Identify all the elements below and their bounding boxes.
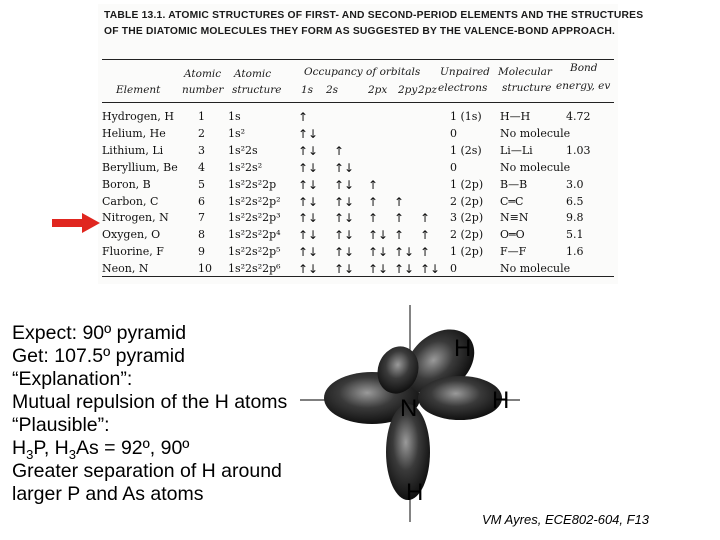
cell-orbital-2py: ↑↓ bbox=[394, 262, 415, 277]
cell-unpaired: 1 (2p) bbox=[450, 177, 484, 191]
cell-orbital-1s: ↑↓ bbox=[298, 245, 319, 260]
cell-bond-energy: 4.72 bbox=[566, 110, 591, 123]
cell-orbital-2px: ↑↓ bbox=[368, 262, 389, 277]
cell-atomic-structure: 1s²2s²2p bbox=[228, 177, 277, 191]
cell-atomic-number: 3 bbox=[198, 143, 205, 157]
cell-atomic-number: 6 bbox=[198, 194, 205, 208]
note-explanation-text: Mutual repulsion of the H atoms bbox=[12, 391, 288, 413]
cell-atomic-structure: 1s²2s²2p⁵ bbox=[228, 245, 281, 259]
table-header-rule bbox=[102, 102, 614, 103]
cell-element: Neon, N bbox=[102, 262, 149, 276]
cell-molecular-structure: B—B bbox=[500, 177, 528, 191]
note-explanation-label: “Explanation”: bbox=[12, 368, 133, 390]
cell-atomic-number: 10 bbox=[198, 262, 212, 276]
cell-orbital-2py: ↑ bbox=[394, 211, 405, 226]
header-element: Element bbox=[116, 84, 161, 96]
orbital-lobe-right bbox=[418, 376, 502, 420]
cell-orbital-2px: ↑↓ bbox=[368, 245, 389, 260]
cell-atomic-structure: 1s²2s²2p⁶ bbox=[228, 262, 281, 276]
cell-molecular-structure: Li—Li bbox=[500, 143, 533, 157]
cell-orbital-2px: ↑ bbox=[368, 211, 379, 226]
table-bottom-rule bbox=[102, 276, 614, 277]
cell-molecular-structure: N≡N bbox=[500, 211, 529, 225]
cell-atomic-number: 1 bbox=[198, 110, 205, 123]
cell-bond-energy: 5.1 bbox=[566, 228, 584, 242]
header-molecular-1: Molecular bbox=[498, 66, 552, 78]
cell-element: Beryllium, Be bbox=[102, 160, 178, 174]
note-expect: Expect: 90º pyramid bbox=[12, 322, 187, 344]
header-orbital-2s: 2s bbox=[326, 84, 339, 96]
cell-element: Carbon, C bbox=[102, 194, 159, 208]
cell-bond-energy: 3.0 bbox=[566, 177, 584, 191]
cell-orbital-2s: ↑↓ bbox=[334, 245, 355, 260]
cell-unpaired: 1 (2s) bbox=[450, 143, 482, 157]
cell-element: Boron, B bbox=[102, 177, 151, 191]
slide-credit: VM Ayres, ECE802-604, F13 bbox=[482, 512, 650, 527]
cell-atomic-number: 5 bbox=[198, 177, 205, 191]
table-top-rule bbox=[102, 59, 614, 60]
cell-atomic-structure: 1s bbox=[228, 110, 241, 123]
note-separation-2: larger P and As atoms bbox=[12, 483, 204, 505]
cell-orbital-2s: ↑↓ bbox=[334, 228, 355, 243]
cell-unpaired: 1 (1s) bbox=[450, 110, 482, 123]
cell-unpaired: 0 bbox=[450, 160, 457, 174]
cell-molecular-structure: No molecule bbox=[500, 262, 571, 276]
cell-orbital-1s: ↑↓ bbox=[298, 143, 319, 158]
cell-element: Oxygen, O bbox=[102, 228, 161, 242]
cell-orbital-1s: ↑↓ bbox=[298, 211, 319, 226]
cell-molecular-structure: H—H bbox=[500, 110, 531, 123]
table-caption-line1: TABLE 13.1. ATOMIC STRUCTURES OF FIRST- AND SECOND-PERIOD ELEMENTS AND THE STRUCTURES bbox=[104, 10, 644, 21]
cell-orbital-2px: ↑ bbox=[368, 194, 379, 209]
nitrogen-label: N bbox=[400, 395, 418, 422]
cell-atomic-structure: 1s² bbox=[228, 126, 246, 140]
cell-orbital-1s: ↑ bbox=[298, 110, 309, 124]
header-atomic-structure-1: Atomic bbox=[234, 68, 272, 80]
cell-atomic-number: 7 bbox=[198, 211, 205, 225]
cell-orbital-2s: ↑↓ bbox=[334, 177, 355, 192]
red-arrow-icon bbox=[52, 213, 100, 233]
cell-bond-energy: 1.6 bbox=[566, 245, 584, 259]
cell-atomic-structure: 1s²2s bbox=[228, 143, 258, 157]
table-caption-line2: OF THE DIATOMIC MOLECULES THEY FORM AS SUGGESTED BY THE VALENCE-BOND APPROACH. bbox=[104, 26, 616, 37]
cell-bond-energy: 6.5 bbox=[566, 194, 584, 208]
cell-orbital-2s: ↑↓ bbox=[334, 211, 355, 226]
cell-orbital-1s: ↑↓ bbox=[298, 160, 319, 175]
note-plausible-angles: $H_3P$, $H_3As$ = 92º, 90º bbox=[12, 437, 190, 462]
cell-orbital-2pz: ↑ bbox=[420, 211, 431, 226]
cell-orbital-1s: ↑↓ bbox=[298, 228, 319, 243]
cell-orbital-2s: ↑↓ bbox=[334, 194, 355, 209]
cell-orbital-2s: ↑↓ bbox=[334, 160, 355, 175]
ammonia-orbital-model bbox=[300, 290, 520, 525]
periodic-structure-table bbox=[98, 4, 644, 284]
cell-element: Nitrogen, N bbox=[102, 211, 169, 225]
header-unpaired-2: electrons bbox=[438, 82, 488, 94]
cell-bond-energy: 1.03 bbox=[566, 143, 591, 157]
cell-orbital-2pz: ↑↓ bbox=[420, 262, 441, 277]
cell-unpaired: 0 bbox=[450, 262, 457, 276]
header-orbital-2px: 2px bbox=[368, 84, 388, 96]
cell-molecular-structure: O═O bbox=[500, 228, 525, 242]
cell-atomic-number: 9 bbox=[198, 245, 205, 259]
cell-bond-energy: 9.8 bbox=[566, 211, 584, 225]
hydrogen-right-label: H bbox=[492, 387, 510, 414]
cell-unpaired: 2 (2p) bbox=[450, 228, 484, 242]
header-bond-1: Bond bbox=[570, 62, 598, 74]
cell-orbital-2py: ↑ bbox=[394, 194, 405, 209]
header-bond-2: energy, ev bbox=[556, 80, 611, 92]
cell-unpaired: 3 (2p) bbox=[450, 211, 484, 225]
cell-atomic-structure: 1s²2s²2p⁴ bbox=[228, 228, 281, 242]
cell-orbital-2pz: ↑ bbox=[420, 245, 431, 260]
cell-orbital-2py: ↑↓ bbox=[394, 245, 415, 260]
header-atomic-number-1: Atomic bbox=[184, 68, 222, 80]
cell-element: Lithium, Li bbox=[102, 143, 164, 157]
cell-orbital-2s: ↑ bbox=[334, 143, 345, 158]
cell-atomic-structure: 1s²2s² bbox=[228, 160, 263, 174]
header-orbital-2pz: 2pz bbox=[418, 84, 437, 96]
cell-orbital-1s: ↑↓ bbox=[298, 177, 319, 192]
header-orbital-2py: 2py bbox=[398, 84, 418, 96]
cell-orbital-2s: ↑↓ bbox=[334, 262, 355, 277]
cell-orbital-2pz: ↑ bbox=[420, 228, 431, 243]
cell-element: Hydrogen, H bbox=[102, 110, 174, 123]
cell-element: Helium, He bbox=[102, 126, 166, 140]
cell-molecular-structure: F—F bbox=[500, 245, 527, 259]
header-molecular-2: structure bbox=[502, 82, 552, 94]
cell-atomic-number: 4 bbox=[198, 160, 205, 174]
cell-orbital-2py: ↑ bbox=[394, 228, 405, 243]
cell-molecular-structure: No molecule bbox=[500, 160, 571, 174]
cell-atomic-number: 8 bbox=[198, 228, 205, 242]
hydrogen-top-label: H bbox=[454, 335, 472, 362]
note-separation-1: Greater separation of H around bbox=[12, 460, 282, 482]
cell-molecular-structure: No molecule bbox=[500, 126, 571, 140]
cell-unpaired: 1 (2p) bbox=[450, 245, 484, 259]
cell-atomic-number: 2 bbox=[198, 126, 205, 140]
cell-unpaired: 2 (2p) bbox=[450, 194, 484, 208]
cell-unpaired: 0 bbox=[450, 126, 457, 140]
cell-orbital-2px: ↑ bbox=[368, 177, 379, 192]
cell-orbital-1s: ↑↓ bbox=[298, 126, 319, 141]
note-plausible-label: “Plausible”: bbox=[12, 414, 110, 436]
header-orbital-1s: 1s bbox=[301, 84, 314, 96]
cell-orbital-1s: ↑↓ bbox=[298, 194, 319, 209]
header-unpaired-1: Unpaired bbox=[440, 66, 490, 78]
cell-orbital-2px: ↑↓ bbox=[368, 228, 389, 243]
note-get: Get: 107.5º pyramid bbox=[12, 345, 185, 367]
cell-orbital-1s: ↑↓ bbox=[298, 262, 319, 277]
cell-element: Fluorine, F bbox=[102, 245, 164, 259]
header-atomic-number-2: number bbox=[182, 84, 224, 96]
cell-molecular-structure: C═C bbox=[500, 194, 524, 208]
hydrogen-bottom-label: H bbox=[406, 479, 424, 506]
header-atomic-structure-2: structure bbox=[232, 84, 282, 96]
cell-atomic-structure: 1s²2s²2p² bbox=[228, 194, 281, 208]
header-occupancy: Occupancy of orbitals bbox=[304, 66, 421, 78]
cell-atomic-structure: 1s²2s²2p³ bbox=[228, 211, 281, 225]
